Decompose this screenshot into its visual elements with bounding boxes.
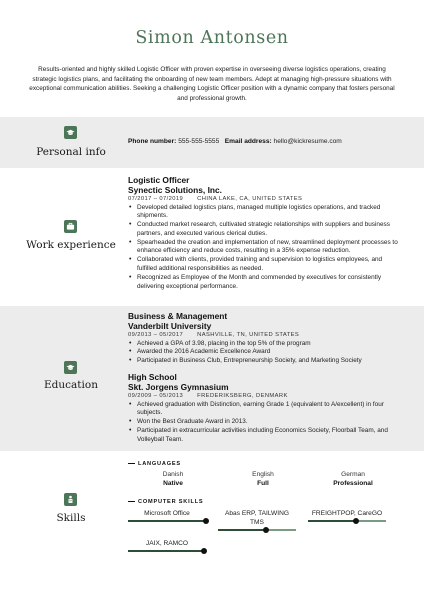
education-bullets — [128, 401, 400, 445]
skill-item — [218, 509, 296, 531]
skill-name: FREIGHTPOP, CareGO — [311, 510, 383, 517]
computer-skills-heading: COMPUTER SKILLS — [128, 499, 400, 505]
summary-text: Results-oriented and highly skilled Logistic Officer with proven expertise in overseeing diverse logistics operations, creating strategic logistics plans, and facilitating the onboarding of new team members. Adept at managing high-pressure situations with exceptional communication abilities. Seeking a challenging Logistic Officer position with a dynamic company that fosters personal and professional growth. — [29, 66, 395, 102]
skill-bar — [218, 529, 296, 531]
section-title-personal-info: Personal info — [36, 146, 106, 158]
language-name: Danish — [162, 471, 184, 478]
graduation-cap-icon — [64, 361, 77, 374]
skill-level-dot — [203, 518, 209, 524]
education-entry — [128, 312, 400, 366]
education-location: NASHVILLE, TN, UNITED STATES — [197, 332, 300, 338]
skill-item — [128, 509, 206, 531]
language-level: Professional — [333, 480, 373, 487]
language-item — [128, 470, 218, 488]
skill-name: JAIX, RAMCO — [145, 540, 189, 547]
education-location: FREDERIKSBERG, DENMARK — [197, 393, 288, 399]
language-level: Full — [257, 480, 269, 487]
job-entry — [128, 176, 400, 291]
job-bullet: • Recognized as Employee of the Month and commended by executives for consistently delivering exceptional performance. — [137, 274, 400, 292]
skill-bar-fill — [218, 529, 266, 531]
job-location: CHINA LAKE, CA, UNITED STATES — [197, 196, 303, 202]
skill-name: Microsoft Office — [144, 510, 190, 517]
education-section — [0, 306, 424, 451]
skill-name: Abas ERP, TAILWING TMS — [224, 510, 289, 526]
section-title-education: Education — [44, 379, 98, 391]
skill-level-dot — [263, 527, 269, 533]
phone-label: Phone number: — [128, 138, 177, 145]
skill-item — [308, 509, 386, 531]
education-dates: 09/2009 – 05/2013 — [128, 393, 184, 399]
job-dates: 07/2017 – 07/2019 — [128, 196, 184, 202]
job-bullet: • Spearheaded the creation and implementation of new, streamlined deployment processes to enhance efficiency and reduce costs, resulting in a 35% expense reduction. — [137, 239, 400, 257]
language-name: German — [341, 471, 365, 478]
skills-content — [128, 461, 400, 560]
language-name: English — [252, 471, 274, 478]
skill-bar-fill — [128, 520, 206, 522]
contact-line — [128, 138, 400, 145]
school-name: Skt. Jorgens Gymnasium — [128, 381, 229, 392]
skill-bar — [128, 550, 206, 552]
section-title-skills: Skills — [56, 512, 86, 524]
education-bullet: • Won the Best Graduate Award in 2013. — [137, 418, 400, 427]
email-label: Email address: — [224, 138, 272, 145]
job-bullet: • Conducted market research, cultivated strategic relationships with suppliers and business partners, and executed various clerical duties. — [137, 221, 400, 239]
education-bullet: • Achieved graduation with Distinction, earning Grade 1 (equivalent to A/excellent) in four subjects. — [137, 401, 400, 419]
language-item — [308, 470, 398, 488]
name-heading: Simon Antonsen — [135, 28, 289, 48]
job-bullets — [128, 204, 400, 292]
degree-title: Business & Management — [128, 311, 228, 321]
skill-level-dot — [201, 548, 207, 554]
languages-row — [128, 470, 400, 488]
education-bullet: • Participated in Business Club, Entrepreneurship Society, and Marketing Society — [137, 357, 400, 366]
computer-skills-grid — [128, 509, 400, 560]
skill-bar — [308, 520, 386, 522]
job-title: Logistic Officer — [128, 175, 190, 185]
personal-info-section — [0, 117, 424, 168]
school-name: Vanderbilt University — [128, 320, 212, 331]
section-title-work-experience: Work experience — [26, 239, 116, 251]
degree-title: High School — [128, 372, 177, 382]
education-bullet: • Participated in extracurricular activities including Economics Society, Floorball Team, and Volleyball Team. — [137, 427, 400, 445]
skill-item — [128, 539, 206, 552]
job-company: Synectic Solutions, Inc. — [128, 184, 223, 195]
skill-bar-fill — [128, 550, 204, 552]
education-dates: 09/2013 – 05/2017 — [128, 332, 184, 338]
graduation-cap-icon — [64, 126, 77, 139]
job-bullet: • Developed detailed logistics plans, managed multiple logistics operations, and tracked shipments. — [137, 204, 400, 222]
language-item — [218, 470, 308, 488]
people-icon — [64, 493, 77, 506]
education-bullet: • Achieved a GPA of 3.98, placing in the top 5% of the program — [137, 340, 400, 349]
education-entry — [128, 373, 400, 444]
education-bullet: • Awarded the 2016 Academic Excellence Award — [137, 348, 400, 357]
education-bullets — [128, 340, 400, 366]
briefcase-icon — [64, 220, 77, 233]
education-meta — [128, 332, 400, 338]
email-value: hello@kickresume.com — [273, 138, 342, 145]
language-level: Native — [163, 480, 183, 487]
skill-level-dot — [353, 518, 359, 524]
skill-bar-fill — [308, 520, 356, 522]
languages-heading: LANGUAGES — [128, 461, 400, 467]
job-meta — [128, 196, 400, 202]
skills-section — [0, 451, 424, 600]
job-bullet: • Collaborated with clients, provided training and supervision to logistics employees, and fulfilled additional responsibilities as needed. — [137, 256, 400, 274]
phone-value: 555-555-5555 — [178, 138, 220, 145]
work-experience-section — [0, 168, 424, 306]
skill-bar — [128, 520, 206, 522]
education-meta — [128, 393, 400, 399]
